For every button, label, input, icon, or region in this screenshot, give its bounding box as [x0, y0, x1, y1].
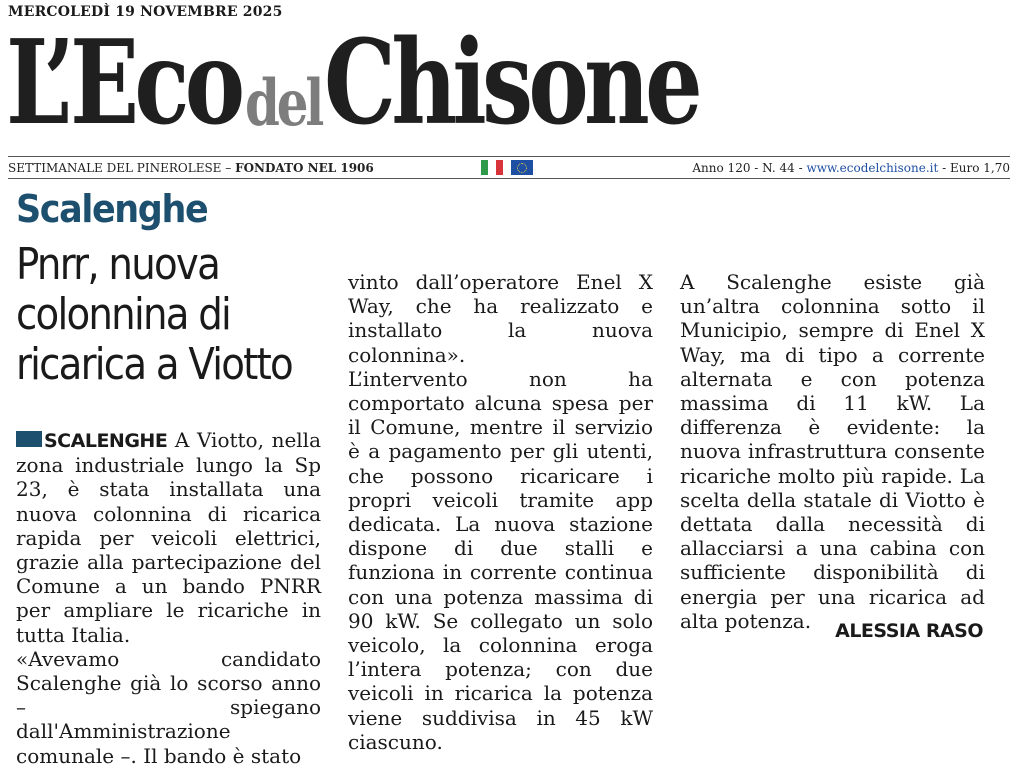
- issue-price: - Euro 1,70: [938, 161, 1010, 175]
- dateline-marker-icon: [16, 431, 42, 447]
- paragraph: vinto dall’operatore Enel X Way, che ha realizzato e installato la nuova colonnina».: [348, 270, 653, 367]
- lead-text: A Viotto, nella zona industriale lungo la Sp 23, è stata installata una nuova colonnina di ricarica rapida per veicoli elettrici, grazie alla partecipazione del Comune a un bando PNRR per ampliare le ricariche in tutta Italia.: [16, 428, 321, 647]
- masthead-logo: [6, 15, 804, 151]
- lead-paragraph: [16, 428, 321, 647]
- masthead-bottom-rule: [8, 178, 1010, 179]
- quote-paragraph: «Avevamo candidato Scalenghe già lo scorso anno – spiegano dall'Amministrazione comunale –. Il bando è stato: [16, 646, 321, 768]
- masthead-part-chisone: Chisone: [324, 15, 699, 151]
- flags: [481, 160, 533, 175]
- issue-info: [692, 161, 1010, 175]
- article-column-1: [16, 428, 321, 768]
- eu-flag-icon: [511, 160, 533, 175]
- masthead-top-rule: [8, 156, 1010, 157]
- article-headline: Pnrr, nuova colonnina di ricarica a Viotto: [16, 239, 292, 390]
- article-kicker: Scalenghe: [16, 187, 208, 231]
- paragraph: L’intervento non ha comportato alcuna spesa per il Comune, mentre il servizio è a pagamento per gli utenti, che possono ricaricare i propri veicoli tramite app dedicata. La nuova stazione dispone di due stalli e funziona in corrente continua con una potenza massima di 90 kW. Se collegato un solo veicolo, la colonnina eroga l’intera potenza; con due veicoli in ricarica la potenza viene suddivisa in 45 kW ciascuno.: [348, 366, 653, 754]
- tagline: [8, 161, 374, 175]
- issue-date: MERCOLEDÌ 19 NOVEMBRE 2025: [8, 4, 283, 20]
- masthead-part-leco: L’Eco: [6, 15, 241, 151]
- article-author: ALESSIA RASO: [835, 620, 983, 642]
- tagline-founded: FONDATO NEL 1906: [235, 161, 374, 175]
- italy-flag-icon: [481, 160, 503, 175]
- tagline-text: SETTIMANALE DEL PINEROLESE –: [8, 161, 236, 175]
- article-column-2: [348, 270, 653, 754]
- article-column-3: [680, 270, 985, 633]
- paragraph: A Scalenghe esiste già un’altra colonnina sotto il Municipio, sempre di Enel X Way, ma di tipo a corrente alternata e con potenza massima di 11 kW. La differenza è evidente: la nuova infrastruttura consente ricariche molto più rapide. La scelta della statale di Viotto è dettata dalla necessità di allacciarsi a una cabina con sufficiente disponibilità di energia per una ricarica ad alta potenza.: [680, 270, 985, 633]
- issue-number: Anno 120 - N. 44 -: [692, 161, 807, 175]
- masthead-part-del: del: [244, 66, 321, 141]
- website-link[interactable]: www.ecodelchisone.it: [806, 161, 939, 175]
- dateline: SCALENGHE: [44, 430, 168, 452]
